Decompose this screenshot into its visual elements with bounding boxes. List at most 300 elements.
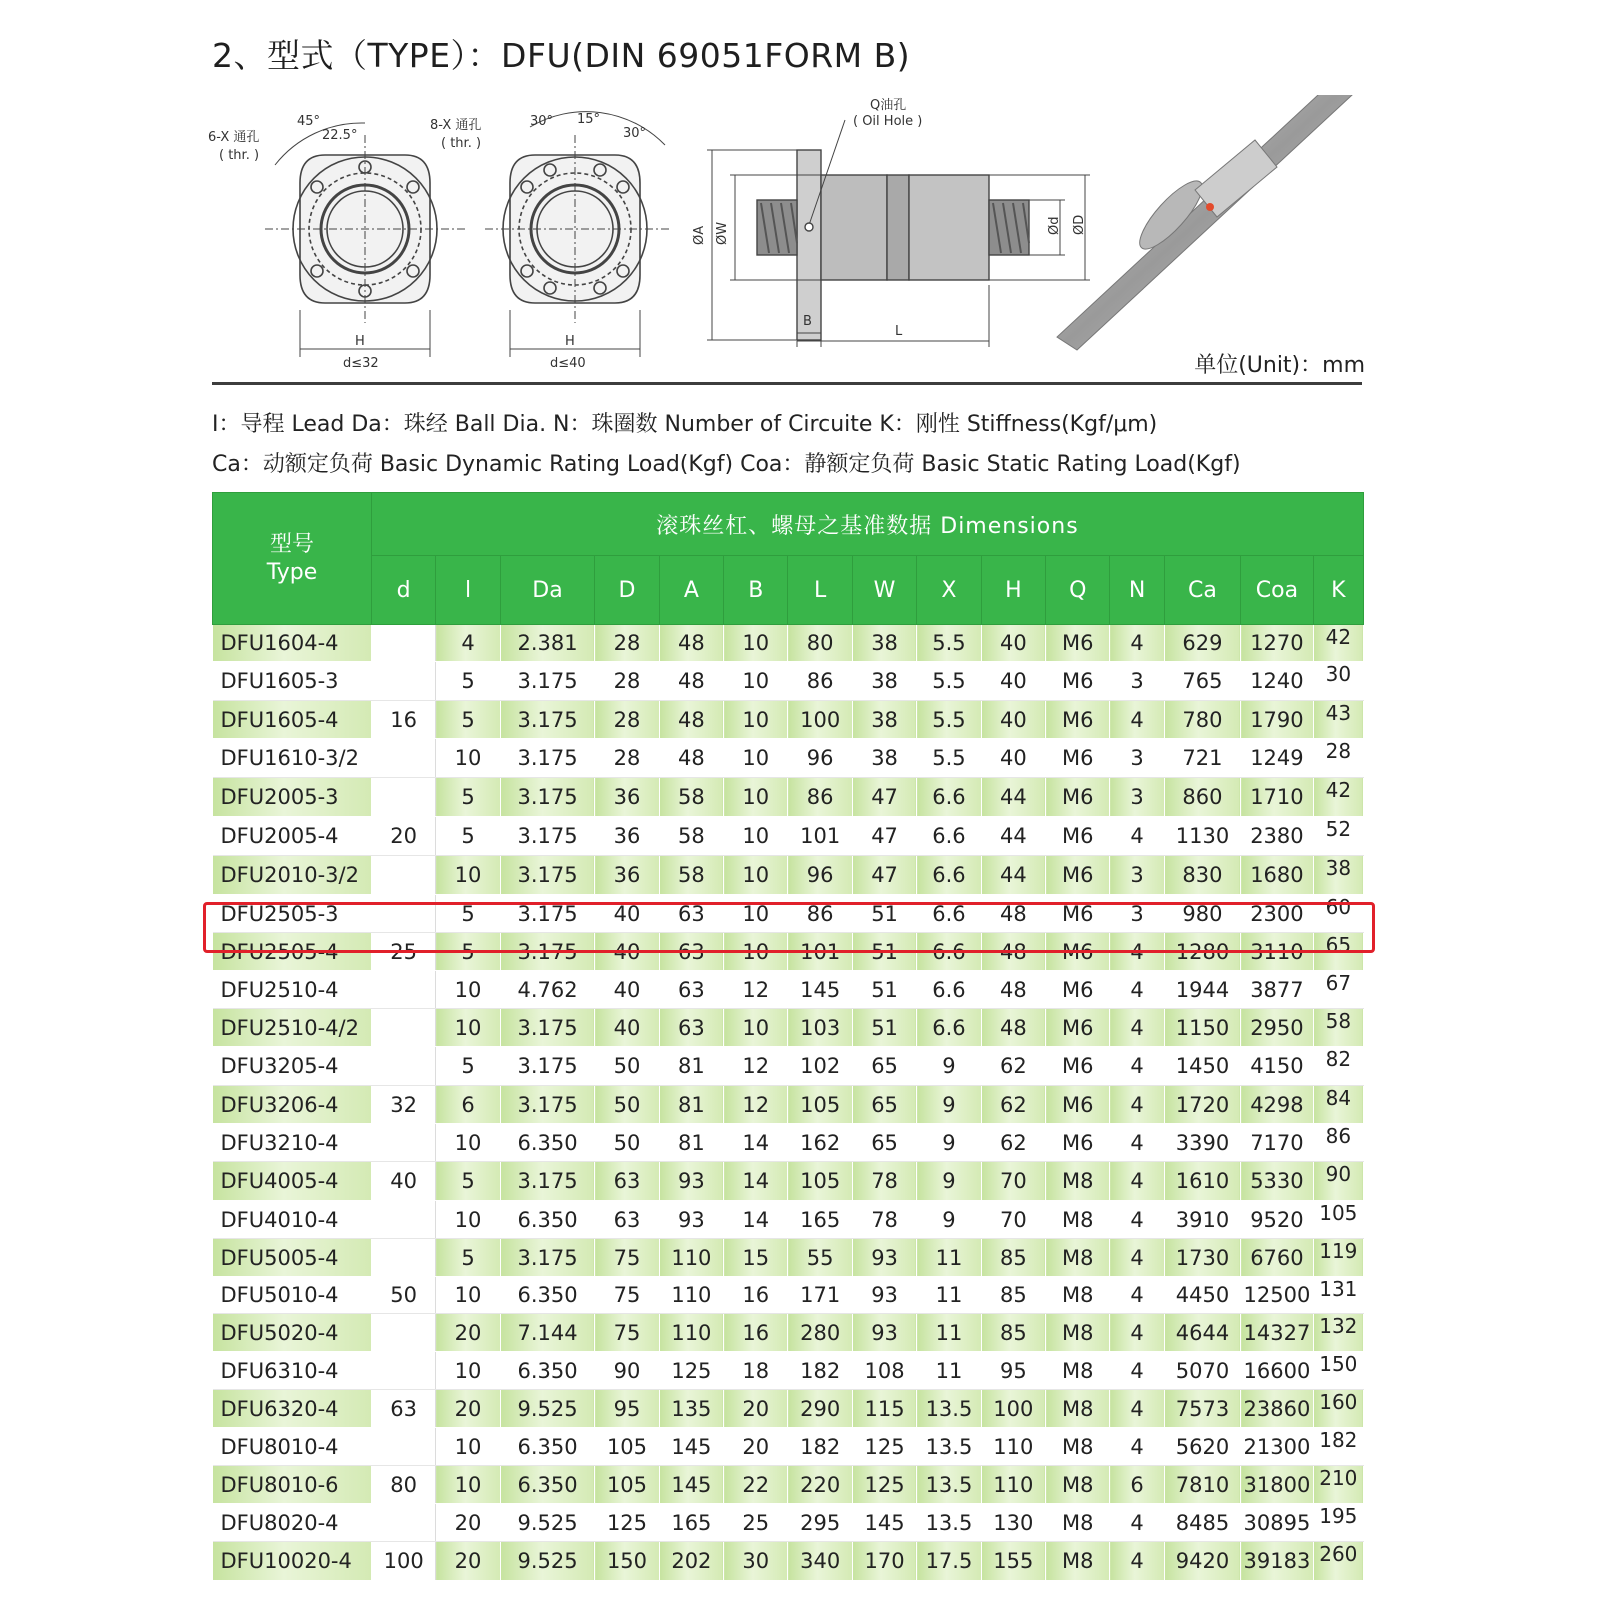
cell-a: 135 [659, 1390, 723, 1428]
flange2-angle-15: 15° [577, 112, 601, 127]
cell-ca: 1450 [1164, 1047, 1240, 1086]
cell-k: 67 [1313, 971, 1363, 1009]
flange-front-view-6-hole [265, 123, 465, 357]
cell-h: 48 [981, 971, 1045, 1009]
cell-da: 6.350 [500, 1428, 595, 1466]
cell-x: 5.5 [917, 739, 981, 778]
oil-hole-en-label: ( Oil Hole ) [853, 114, 923, 129]
cell-w: 38 [852, 701, 916, 739]
cell-coa: 3877 [1241, 971, 1313, 1009]
cell-l: 55 [788, 1239, 852, 1277]
table-row [213, 1466, 1364, 1504]
table-row [213, 1542, 1364, 1581]
table-row [213, 1277, 1364, 1314]
cell-h: 95 [981, 1352, 1045, 1390]
cell-ca: 3390 [1164, 1124, 1240, 1162]
cell-w: 125 [852, 1428, 916, 1466]
cell-n: 3 [1110, 739, 1164, 778]
cell-l: 5 [436, 778, 500, 817]
cell-d [371, 971, 435, 1009]
cell-x: 5.5 [917, 701, 981, 739]
cell-n: 4 [1110, 1239, 1164, 1277]
cell-ca: 8485 [1164, 1504, 1240, 1542]
cell-h: 110 [981, 1428, 1045, 1466]
table-row [213, 1504, 1364, 1542]
cell-d: 105 [595, 1466, 659, 1504]
cell-l: 102 [788, 1047, 852, 1086]
cell-a: 81 [659, 1124, 723, 1162]
legend-line-1: I：导程 Lead Da：珠经 Ball Dia. N：珠圈数 Number of Circuite K：刚性 Stiffness(Kgf/μm) [212, 412, 1158, 437]
cell-h: 62 [981, 1124, 1045, 1162]
cell-coa: 1680 [1241, 856, 1313, 895]
cell-coa: 1790 [1241, 701, 1313, 739]
cell-h: 110 [981, 1466, 1045, 1504]
column-header-n: N [1110, 556, 1164, 625]
cell-k: 210 [1313, 1466, 1363, 1504]
column-header-a: A [659, 556, 723, 625]
cell-n: 3 [1110, 856, 1164, 895]
cell-w: 78 [852, 1201, 916, 1239]
cell-q: M8 [1046, 1466, 1110, 1504]
cell-h: 48 [981, 933, 1045, 971]
cell-w: 125 [852, 1466, 916, 1504]
cell-d: 36 [595, 778, 659, 817]
table-row [213, 739, 1364, 778]
cell-l: 10 [436, 1277, 500, 1314]
cell-b: 16 [724, 1277, 788, 1314]
model-cell: DFU5010-4 [213, 1277, 372, 1314]
cell-da: 3.175 [500, 739, 595, 778]
cell-h: 44 [981, 817, 1045, 856]
cell-a: 110 [659, 1239, 723, 1277]
cell-l: 10 [436, 856, 500, 895]
cell-l: 20 [436, 1390, 500, 1428]
cell-d: 95 [595, 1390, 659, 1428]
cell-k: 42 [1313, 778, 1363, 817]
cell-da: 3.175 [500, 1162, 595, 1201]
cell-k: 65 [1313, 933, 1363, 971]
table-row [213, 1047, 1364, 1086]
cell-w: 51 [852, 933, 916, 971]
table-row [213, 1428, 1364, 1466]
cell-da: 3.175 [500, 778, 595, 817]
dim-w-label: ØW [715, 221, 730, 245]
cell-k: 105 [1313, 1201, 1363, 1239]
cell-ca: 765 [1164, 662, 1240, 701]
cell-d: 75 [595, 1314, 659, 1352]
model-cell: DFU3210-4 [213, 1124, 372, 1162]
cell-ca: 1610 [1164, 1162, 1240, 1201]
table-row [213, 662, 1364, 701]
cell-a: 145 [659, 1466, 723, 1504]
cell-b: 25 [724, 1504, 788, 1542]
cell-ca: 7810 [1164, 1466, 1240, 1504]
cell-n: 6 [1110, 1466, 1164, 1504]
cell-a: 48 [659, 701, 723, 739]
cell-h: 62 [981, 1086, 1045, 1124]
cell-l: 5 [436, 662, 500, 701]
cell-coa: 4298 [1241, 1086, 1313, 1124]
nut-side-view [707, 120, 1090, 347]
table-row [213, 701, 1364, 739]
cell-l: 5 [436, 1047, 500, 1086]
cell-d [371, 1239, 435, 1277]
flange1-h-label: H [355, 334, 365, 349]
cell-da: 9.525 [500, 1504, 595, 1542]
cell-d: 100 [371, 1542, 435, 1581]
model-cell: DFU2510-4 [213, 971, 372, 1009]
cell-w: 51 [852, 895, 916, 933]
cell-w: 38 [852, 739, 916, 778]
flange2-thr-label: ( thr. ) [441, 136, 482, 151]
cell-ca: 3910 [1164, 1201, 1240, 1239]
model-cell: DFU10020-4 [213, 1542, 372, 1581]
cell-n: 4 [1110, 1428, 1164, 1466]
cell-n: 4 [1110, 971, 1164, 1009]
cell-d [371, 778, 435, 817]
cell-q: M6 [1046, 817, 1110, 856]
column-header-x: X [917, 556, 981, 625]
column-header-q: Q [1046, 556, 1110, 625]
cell-l: 171 [788, 1277, 852, 1314]
cell-ca: 830 [1164, 856, 1240, 895]
flange1-angle-45: 45° [297, 114, 321, 129]
cell-d: 25 [371, 933, 435, 971]
cell-k: 160 [1313, 1390, 1363, 1428]
cell-coa: 30895 [1241, 1504, 1313, 1542]
cell-n: 4 [1110, 1277, 1164, 1314]
cell-ca: 1130 [1164, 817, 1240, 856]
cell-x: 6.6 [917, 778, 981, 817]
specification-table-wrap [212, 492, 1364, 1581]
cell-h: 70 [981, 1162, 1045, 1201]
cell-d [371, 625, 435, 662]
cell-ca: 721 [1164, 739, 1240, 778]
cell-b: 14 [724, 1162, 788, 1201]
cell-l: 86 [788, 662, 852, 701]
cell-b: 30 [724, 1542, 788, 1581]
cell-d: 63 [595, 1201, 659, 1239]
column-header-k: K [1313, 556, 1363, 625]
cell-da: 3.175 [500, 1009, 595, 1047]
cell-b: 10 [724, 1009, 788, 1047]
table-row [213, 1352, 1364, 1390]
cell-l: 165 [788, 1201, 852, 1239]
cell-da: 6.350 [500, 1201, 595, 1239]
cell-l: 162 [788, 1124, 852, 1162]
cell-n: 4 [1110, 1086, 1164, 1124]
cell-d: 28 [595, 662, 659, 701]
cell-coa: 2950 [1241, 1009, 1313, 1047]
cell-k: 86 [1313, 1124, 1363, 1162]
cell-l: 10 [436, 1466, 500, 1504]
cell-k: 119 [1313, 1239, 1363, 1277]
cell-k: 43 [1313, 701, 1363, 739]
cell-da: 9.525 [500, 1542, 595, 1581]
cell-d: 28 [595, 701, 659, 739]
cell-q: M6 [1046, 971, 1110, 1009]
flange1-d-note: d≤32 [343, 356, 379, 371]
cell-k: 52 [1313, 817, 1363, 856]
ball-screw-photo [1057, 95, 1365, 350]
model-cell: DFU2505-4 [213, 933, 372, 971]
cell-n: 4 [1110, 1047, 1164, 1086]
cell-d: 36 [595, 856, 659, 895]
cell-d: 32 [371, 1086, 435, 1124]
cell-w: 47 [852, 778, 916, 817]
technical-drawing [205, 95, 1385, 385]
cell-coa: 1270 [1241, 625, 1313, 662]
cell-b: 14 [724, 1124, 788, 1162]
cell-da: 3.175 [500, 1239, 595, 1277]
cell-coa: 4150 [1241, 1047, 1313, 1086]
cell-d: 40 [595, 1009, 659, 1047]
column-header-ca: Ca [1164, 556, 1240, 625]
cell-da: 7.144 [500, 1314, 595, 1352]
cell-coa: 3110 [1241, 933, 1313, 971]
cell-x: 13.5 [917, 1504, 981, 1542]
cell-h: 44 [981, 856, 1045, 895]
cell-w: 93 [852, 1239, 916, 1277]
cell-k: 182 [1313, 1428, 1363, 1466]
cell-l: 5 [436, 817, 500, 856]
column-header-da: Da [500, 556, 595, 625]
cell-l: 100 [788, 701, 852, 739]
cell-d: 63 [595, 1162, 659, 1201]
cell-l: 96 [788, 856, 852, 895]
cell-x: 11 [917, 1239, 981, 1277]
cell-h: 155 [981, 1542, 1045, 1581]
flange1-angle-22-5: 22.5° [322, 128, 358, 143]
cell-b: 22 [724, 1466, 788, 1504]
cell-x: 9 [917, 1086, 981, 1124]
cell-x: 9 [917, 1047, 981, 1086]
cell-x: 9 [917, 1201, 981, 1239]
column-header-l: L [788, 556, 852, 625]
cell-b: 18 [724, 1352, 788, 1390]
cell-h: 85 [981, 1277, 1045, 1314]
cell-l: 5 [436, 895, 500, 933]
cell-a: 63 [659, 895, 723, 933]
cell-q: M8 [1046, 1390, 1110, 1428]
cell-ca: 4644 [1164, 1314, 1240, 1352]
model-cell: DFU1605-3 [213, 662, 372, 701]
model-cell: DFU8010-6 [213, 1466, 372, 1504]
cell-b: 12 [724, 971, 788, 1009]
cell-q: M8 [1046, 1428, 1110, 1466]
specification-table [212, 492, 1364, 1581]
cell-l: 220 [788, 1466, 852, 1504]
dim-b-label: B [803, 314, 812, 329]
cell-da: 4.762 [500, 971, 595, 1009]
table-body [213, 625, 1364, 1581]
dim-a-label: ØA [692, 225, 707, 245]
table-row [213, 971, 1364, 1009]
table-row [213, 1201, 1364, 1239]
cell-l: 280 [788, 1314, 852, 1352]
cell-n: 4 [1110, 625, 1164, 662]
cell-a: 93 [659, 1201, 723, 1239]
table-row [213, 778, 1364, 817]
cell-h: 44 [981, 778, 1045, 817]
cell-a: 125 [659, 1352, 723, 1390]
cell-l: 10 [436, 971, 500, 1009]
cell-l: 10 [436, 739, 500, 778]
cell-a: 145 [659, 1428, 723, 1466]
cell-k: 260 [1313, 1542, 1363, 1581]
cell-x: 17.5 [917, 1542, 981, 1581]
cell-w: 93 [852, 1314, 916, 1352]
cell-coa: 5330 [1241, 1162, 1313, 1201]
cell-d [371, 1047, 435, 1086]
cell-ca: 860 [1164, 778, 1240, 817]
cell-x: 6.6 [917, 856, 981, 895]
cell-q: M6 [1046, 1086, 1110, 1124]
flange2-angle-30b: 30° [623, 126, 647, 141]
highlighted-row-box [203, 902, 1375, 953]
flange2-holes-label: 8-X 通孔 [430, 118, 482, 133]
cell-d: 28 [595, 739, 659, 778]
section-divider [212, 382, 1362, 385]
page-title: 2、型式（TYPE）：DFU(DIN 69051FORM B) [212, 36, 911, 75]
cell-b: 10 [724, 933, 788, 971]
cell-w: 51 [852, 1009, 916, 1047]
cell-n: 4 [1110, 933, 1164, 971]
cell-q: M8 [1046, 1352, 1110, 1390]
cell-b: 10 [724, 817, 788, 856]
cell-da: 3.175 [500, 701, 595, 739]
dimensions-group-header: 滚珠丝杠、螺母之基准数据 Dimensions [371, 493, 1363, 556]
cell-da: 3.175 [500, 817, 595, 856]
cell-w: 170 [852, 1542, 916, 1581]
cell-q: M6 [1046, 739, 1110, 778]
cell-d: 75 [595, 1239, 659, 1277]
cell-x: 11 [917, 1277, 981, 1314]
cell-x: 11 [917, 1314, 981, 1352]
cell-q: M6 [1046, 778, 1110, 817]
cell-a: 202 [659, 1542, 723, 1581]
cell-b: 10 [724, 778, 788, 817]
cell-x: 6.6 [917, 817, 981, 856]
cell-d: 150 [595, 1542, 659, 1581]
model-cell: DFU1604-4 [213, 625, 372, 662]
model-cell: DFU2010-3/2 [213, 856, 372, 895]
cell-h: 40 [981, 701, 1045, 739]
table-row [213, 1390, 1364, 1428]
flange-front-view-8-hole [485, 112, 670, 357]
model-cell: DFU2510-4/2 [213, 1009, 372, 1047]
cell-l: 20 [436, 1314, 500, 1352]
cell-l: 290 [788, 1390, 852, 1428]
cell-k: 60 [1313, 895, 1363, 933]
cell-a: 165 [659, 1504, 723, 1542]
cell-q: M8 [1046, 1201, 1110, 1239]
cell-k: 195 [1313, 1504, 1363, 1542]
table-row [213, 1086, 1364, 1124]
model-cell: DFU2005-3 [213, 778, 372, 817]
cell-b: 20 [724, 1428, 788, 1466]
type-column-header [213, 493, 372, 625]
cell-h: 70 [981, 1201, 1045, 1239]
cell-d: 75 [595, 1277, 659, 1314]
cell-ca: 780 [1164, 701, 1240, 739]
column-header-h: H [981, 556, 1045, 625]
cell-d: 50 [595, 1124, 659, 1162]
cell-coa: 23860 [1241, 1390, 1313, 1428]
cell-d: 40 [595, 971, 659, 1009]
cell-h: 85 [981, 1314, 1045, 1352]
cell-x: 13.5 [917, 1428, 981, 1466]
flange2-h-label: H [565, 334, 575, 349]
cell-l: 6 [436, 1086, 500, 1124]
table-row [213, 856, 1364, 895]
cell-d: 20 [371, 817, 435, 856]
cell-a: 58 [659, 778, 723, 817]
flange1-thr-label: ( thr. ) [219, 148, 260, 163]
cell-l: 10 [436, 1201, 500, 1239]
cell-b: 12 [724, 1047, 788, 1086]
cell-l: 105 [788, 1086, 852, 1124]
model-cell: DFU4005-4 [213, 1162, 372, 1201]
cell-n: 4 [1110, 1542, 1164, 1581]
cell-d [371, 856, 435, 895]
cell-b: 14 [724, 1201, 788, 1239]
model-cell: DFU5005-4 [213, 1239, 372, 1277]
cell-h: 130 [981, 1504, 1045, 1542]
cell-l: 5 [436, 701, 500, 739]
cell-d: 80 [371, 1466, 435, 1504]
cell-a: 58 [659, 856, 723, 895]
cell-h: 40 [981, 625, 1045, 662]
cell-b: 10 [724, 856, 788, 895]
cell-coa: 2380 [1241, 817, 1313, 856]
cell-d [371, 1504, 435, 1542]
cell-b: 16 [724, 1314, 788, 1352]
cell-coa: 39183 [1241, 1542, 1313, 1581]
cell-q: M8 [1046, 1504, 1110, 1542]
cell-n: 4 [1110, 1504, 1164, 1542]
flange2-d-note: d≤40 [550, 356, 586, 371]
cell-a: 81 [659, 1086, 723, 1124]
model-cell: DFU1610-3/2 [213, 739, 372, 778]
cell-k: 131 [1313, 1277, 1363, 1314]
cell-k: 38 [1313, 856, 1363, 895]
cell-k: 150 [1313, 1352, 1363, 1390]
cell-q: M8 [1046, 1162, 1110, 1201]
cell-d [371, 739, 435, 778]
cell-d: 50 [595, 1086, 659, 1124]
cell-k: 82 [1313, 1047, 1363, 1086]
cell-n: 4 [1110, 701, 1164, 739]
table-row [213, 1239, 1364, 1277]
table-row [213, 1162, 1364, 1201]
cell-d: 36 [595, 817, 659, 856]
cell-b: 10 [724, 625, 788, 662]
cell-q: M6 [1046, 662, 1110, 701]
cell-x: 13.5 [917, 1466, 981, 1504]
cell-d: 63 [371, 1390, 435, 1428]
cell-d: 90 [595, 1352, 659, 1390]
cell-d: 125 [595, 1504, 659, 1542]
cell-h: 85 [981, 1239, 1045, 1277]
column-header-w: W [852, 556, 916, 625]
table-row [213, 1009, 1364, 1047]
cell-x: 9 [917, 1124, 981, 1162]
model-cell: DFU6320-4 [213, 1390, 372, 1428]
column-header-row [213, 556, 1364, 625]
cell-ca: 1720 [1164, 1086, 1240, 1124]
cell-q: M8 [1046, 1239, 1110, 1277]
